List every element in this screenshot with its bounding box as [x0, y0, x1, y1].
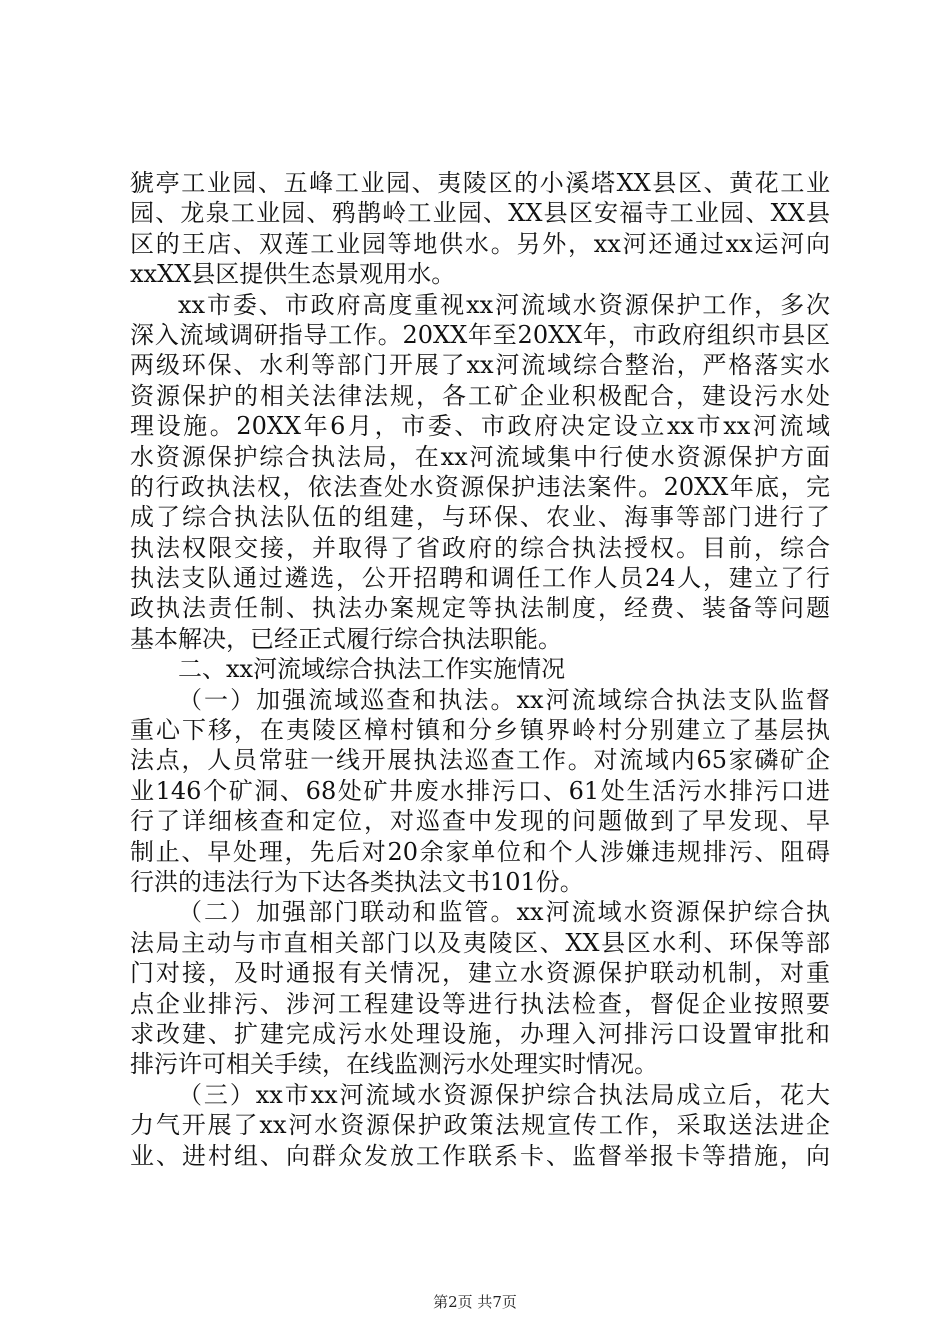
text-line: （一）加强流域巡查和执法。xx河流域综合执法支队监督 — [178, 685, 830, 714]
text-line: 业、进村组、向群众发放工作联系卡、监督举报卡等措施，向 — [130, 1141, 830, 1170]
text-line: 政执法责任制、执法办案规定等执法制度，经费、装备等问题 — [130, 594, 830, 623]
text-line: （三）xx市xx河流域水资源保护综合执法局成立后，花大 — [178, 1080, 830, 1109]
text-line: 法局主动与市直相关部门以及夷陵区、XX县区水利、环保等部 — [130, 928, 830, 957]
text-line: 力气开展了xx河水资源保护政策法规宣传工作，采取送法进企 — [130, 1111, 830, 1140]
text-line: 基本解决，已经正式履行综合执法职能。 — [130, 624, 562, 653]
text-line: 的行政执法权，依法查处水资源保护违法案件。20XX年底，完 — [130, 472, 830, 501]
text-line: 排污许可相关手续，在线监测污水处理实时情况。 — [130, 1050, 658, 1079]
text-line: 点企业排污、涉河工程建设等进行执法检查，督促企业按照要 — [130, 989, 830, 1018]
text-line: 猇亭工业园、五峰工业园、夷陵区的小溪塔XX县区、黄花工业 — [130, 169, 830, 197]
text-line: 园、龙泉工业园、鸦鹊岭工业园、XX县区安福寺工业园、XX县 — [130, 199, 830, 228]
text-line: 执法支队通过遴选，公开招聘和调任工作人员24人，建立了行 — [130, 564, 830, 593]
text-line: xxXX县区提供生态景观用水。 — [130, 260, 456, 289]
text-line: 水资源保护综合执法局，在xx河流域集中行使水资源保护方面 — [130, 442, 830, 471]
text-line: 理设施。20XX年6月，市委、市政府决定设立xx市xx河流域 — [130, 412, 830, 441]
text-line: 成了综合执法队伍的组建，与环保、农业、海事等部门进行了 — [130, 503, 830, 532]
document-body — [130, 168, 830, 1171]
text-line: 业146个矿洞、68处矿井废水排污口、61处生活污水排污口进 — [130, 776, 830, 805]
text-line: （二）加强部门联动和监管。xx河流域水资源保护综合执 — [178, 898, 830, 927]
text-line: 二、xx河流域综合执法工作实施情况 — [178, 655, 566, 684]
text-line: 行了详细核查和定位，对巡查中发现的问题做到了早发现、早 — [130, 807, 830, 836]
text-line: 行洪的违法行为下达各类执法文书101份。 — [130, 867, 584, 896]
text-line: 执法权限交接，并取得了省政府的综合执法授权。目前，综合 — [130, 533, 830, 562]
text-line: 资源保护的相关法律法规，各工矿企业积极配合，建设污水处 — [130, 381, 830, 410]
text-line: 重心下移，在夷陵区樟村镇和分乡镇界岭村分别建立了基层执 — [130, 716, 830, 745]
text-line: 求改建、扩建完成污水处理设施，办理入河排污口设置审批和 — [130, 1019, 830, 1048]
text-line: 深入流域调研指导工作。20XX年至20XX年，市政府组织市县区 — [130, 320, 830, 349]
text-line: 门对接，及时通报有关情况，建立水资源保护联动机制，对重 — [130, 959, 830, 988]
text-line: 法点，人员常驻一线开展执法巡查工作。对流域内65家磷矿企 — [130, 746, 830, 775]
page-footer: 第2页 共7页 — [433, 1293, 517, 1311]
text-line: 区的王店、双莲工业园等地供水。另外，xx河还通过xx运河向 — [130, 229, 830, 258]
text-line: 制止、早处理，先后对20余家单位和个人涉嫌违规排污、阻碍 — [130, 837, 830, 866]
text-line: xx市委、市政府高度重视xx河流域水资源保护工作，多次 — [178, 290, 830, 319]
text-line: 两级环保、水利等部门开展了xx河流域综合整治，严格落实水 — [130, 351, 830, 380]
